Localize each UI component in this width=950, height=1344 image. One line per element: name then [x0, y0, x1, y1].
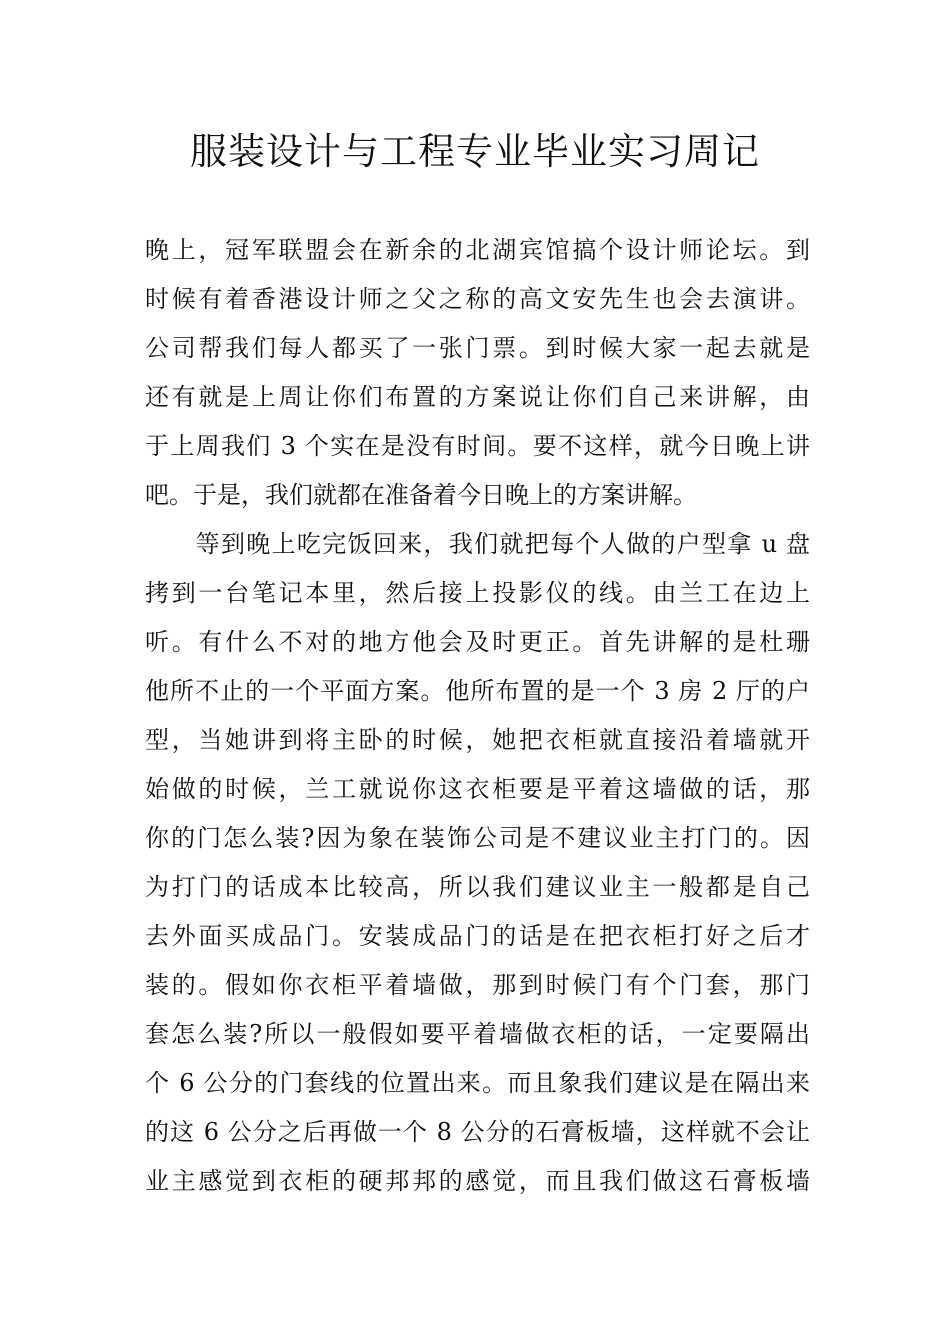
text-line: 吧。于是，我们就都在准备着今日晚上的方案讲解。: [145, 481, 697, 509]
text-line: 的这 6 公分之后再做一个 8 公分的石膏板墙，这样就不会让: [145, 1118, 810, 1146]
text-line: 他所不止的一个平面方案。他所布置的是一个 3 房 2 厅的户: [145, 677, 810, 705]
text-line: 晚上，冠军联盟会在新余的北湖宾馆搞个设计师论坛。到: [145, 236, 810, 264]
text-line: 等到晚上吃完饭回来，我们就把每个人做的户型拿 u 盘: [145, 530, 810, 558]
text-line: 始做的时候，兰工就说你这衣柜要是平着这墙做的话，那: [145, 775, 810, 803]
text-line: 装的。假如你衣柜平着墙做，那到时候门有个门套，那门: [145, 971, 810, 999]
text-line: 个 6 公分的门套线的位置出来。而且象我们建议是在隔出来: [145, 1069, 810, 1097]
text-line: 去外面买成品门。安装成品门的话是在把衣柜打好之后才: [145, 922, 810, 950]
text-line: 拷到一台笔记本里，然后接上投影仪的线。由兰工在边上: [145, 579, 810, 607]
document-title: 服装设计与工程专业毕业实习周记: [190, 130, 760, 173]
text-line: 公司帮我们每人都买了一张门票。到时候大家一起去就是: [145, 334, 810, 362]
text-line: 还有就是上周让你们布置的方案说让你们自己来讲解，由: [145, 383, 810, 411]
text-line: 于上周我们 3 个实在是没有时间。要不这样，就今日晚上讲: [145, 432, 810, 460]
text-line: 为打门的话成本比较高，所以我们建议业主一般都是自己: [145, 873, 810, 901]
text-line: 听。有什么不对的地方他会及时更正。首先讲解的是杜珊: [145, 628, 810, 656]
text-line: 业主感觉到衣柜的硬邦邦的感觉，而且我们做这石膏板墙: [145, 1167, 810, 1195]
text-line: 时候有着香港设计师之父之称的高文安先生也会去演讲。: [145, 285, 810, 313]
text-line: 套怎么装?所以一般假如要平着墙做衣柜的话，一定要隔出: [145, 1020, 810, 1048]
text-line: 你的门怎么装?因为象在装饰公司是不建议业主打门的。因: [145, 824, 810, 852]
text-line: 型，当她讲到将主卧的时候，她把衣柜就直接沿着墙就开: [145, 726, 810, 754]
document-body: [145, 226, 810, 1206]
